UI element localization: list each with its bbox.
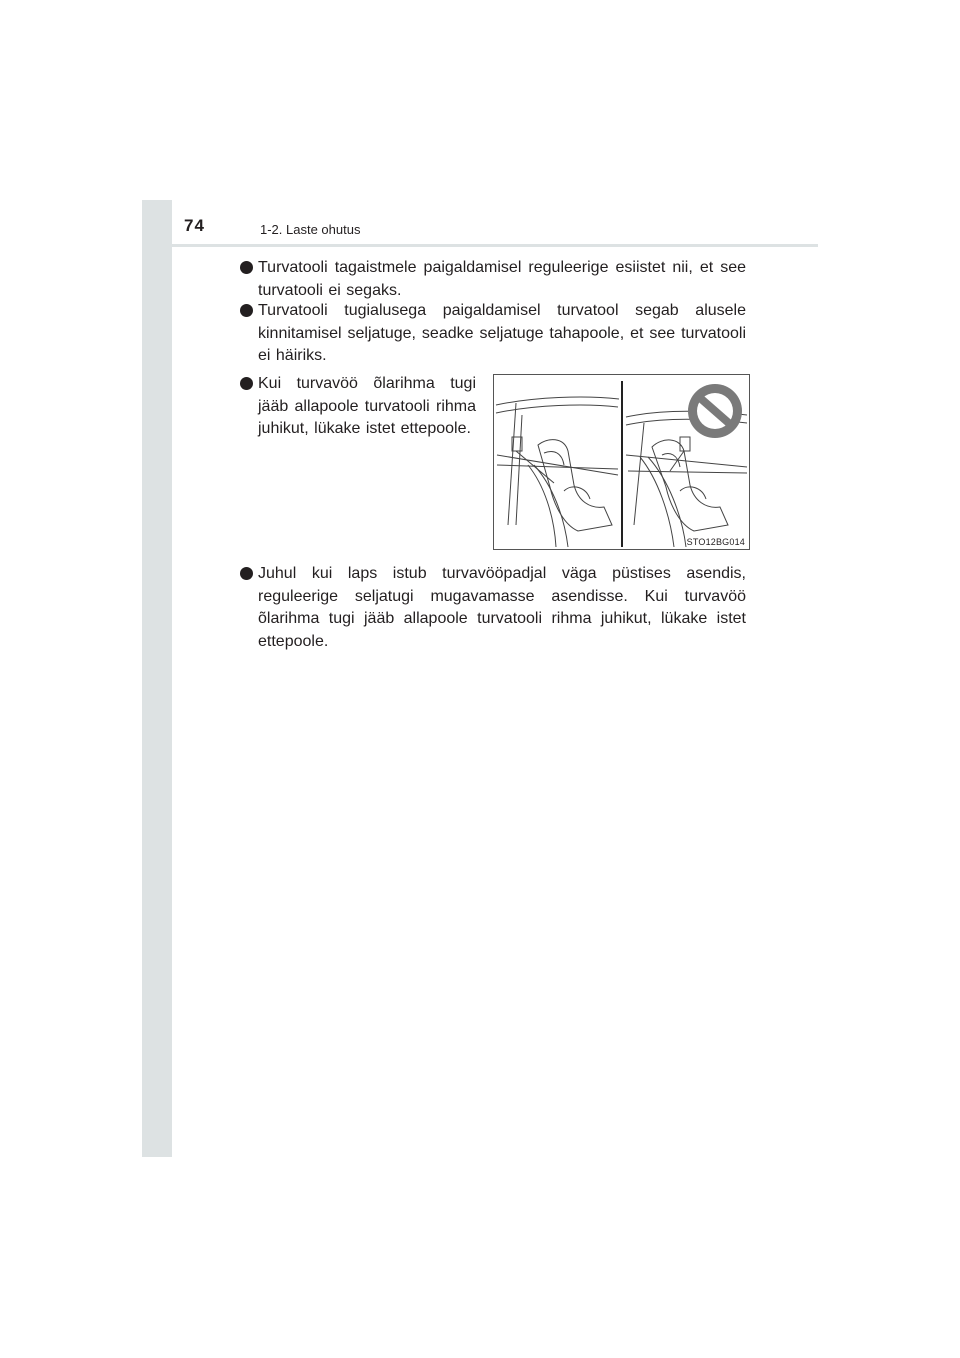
bullet-item bbox=[240, 300, 746, 368]
bullet-dot-icon bbox=[240, 567, 253, 580]
margin-tab bbox=[142, 200, 172, 1157]
bullet-item bbox=[240, 373, 476, 441]
bullet-dot-icon bbox=[240, 261, 253, 274]
bullet-text: Turvatooli tagaistmele paigaldamisel reguleerige esiistet nii, et see turvatooli ei segaks. bbox=[258, 259, 746, 299]
bullet-dot-icon bbox=[240, 304, 253, 317]
bullet-item bbox=[240, 257, 746, 302]
bullet-item bbox=[240, 563, 746, 653]
bullet-text: Kui turvavöö õlarihma tugi jääb allapoole turvatooli rihma juhikut, lükake istet ettepoole. bbox=[258, 375, 476, 437]
page-number: 74 bbox=[184, 216, 205, 235]
bullet-text: Juhul kui laps istub turvavööpadjal väga püstises asendis, reguleerige seljatugi mugavamasse asendisse. Kui turvavöö õlarihma tugi jääb allapoole turvatooli rihma juhikut, lükake istet ettepoole. bbox=[258, 565, 746, 650]
header-rule bbox=[172, 244, 818, 247]
bullet-text: Turvatooli tugialusega paigaldamisel turvatool segab alusele kinnitamisel seljatuge, seadke seljatuge tahapoole, et see turvatooli ei häiriks. bbox=[258, 302, 746, 364]
figure-code: STO12BG014 bbox=[686, 537, 745, 547]
section-title: 1-2. Laste ohutus bbox=[260, 222, 361, 237]
bullet-dot-icon bbox=[240, 377, 253, 390]
prohibited-sign-icon bbox=[688, 384, 742, 438]
seat-drawing bbox=[494, 375, 749, 549]
seat-illustration bbox=[493, 374, 750, 550]
